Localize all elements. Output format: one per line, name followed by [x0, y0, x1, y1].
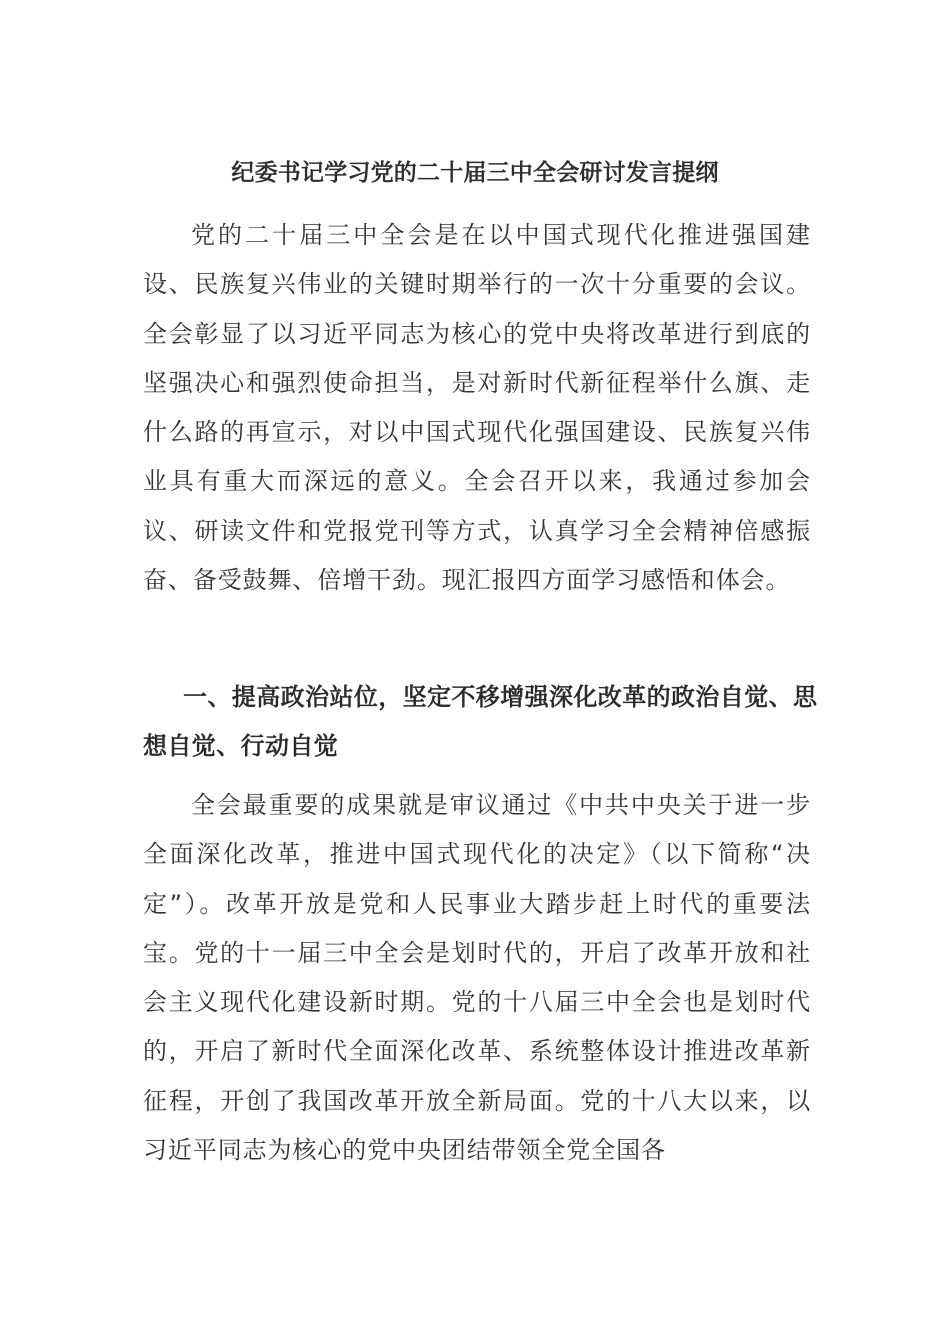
section-heading: 一、提高政治站位，坚定不移增强深化改革的政治自觉、思想自觉、行动自觉 [143, 683, 818, 761]
intro-paragraph: 党的二十届三中全会是在以中国式现代化推进强国建设、民族复兴伟业的关键时期举行的一次十分重要的会议。全会彰显了以习近平同志为核心的党中央将改革进行到底的坚强决心和强烈使命担当，是对新时代新征程举什么旗、走什么路的再宣示，对以中国式现代化强国建设、民族复兴伟业具有重大而深远的意义。全会召开以来，我通过参加会议、研读文件和党报党刊等方式，认真学习全会精神倍感振奋、备受鼓舞、倍增干劲。现汇报四方面学习感悟和体会。 [143, 221, 811, 595]
section-paragraph: 全会最重要的成果就是审议通过《中共中央关于进一步全面深化改革，推进中国式现代化的决定》（以下简称“决定”）。改革开放是党和人民事业大踏步赶上时代的重要法宝。党的十一届三中全会是划时代的，开启了改革开放和社会主义现代化建设新时期。党的十八届三中全会也是划时代的，开启了新时代全面深化改革、系统整体设计推进改革新征程，开创了我国改革开放全新局面。党的十八大以来，以习近平同志为核心的党中央团结带领全党全国各 [143, 791, 811, 1165]
document-title: 纪委书记学习党的二十届三中全会研讨发言提纲 [231, 160, 719, 186]
